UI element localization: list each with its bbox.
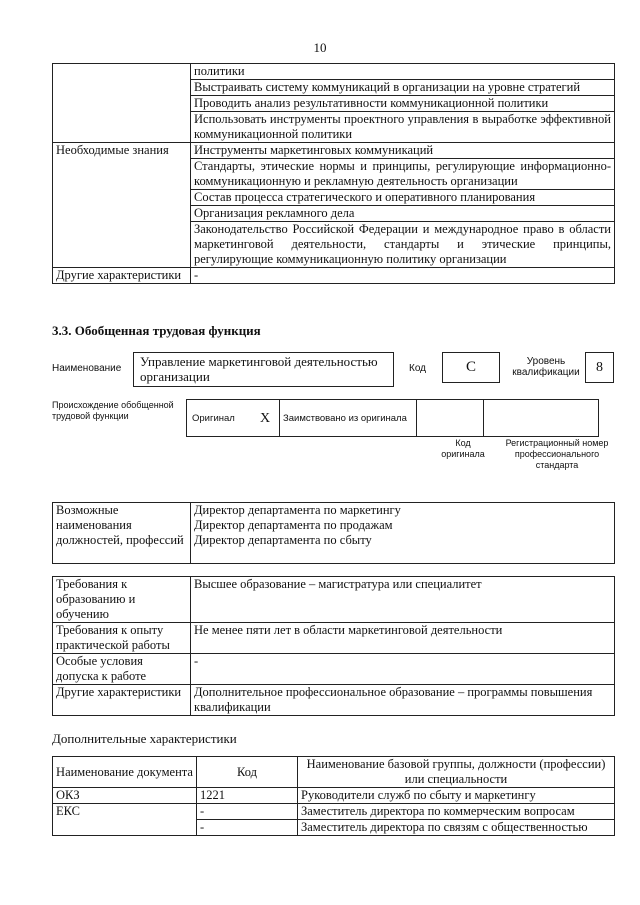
origin-table [186,399,599,437]
table-cell: Дополнительное профессиональное образование – программы повышения квалификации [191,685,615,716]
table-cell: Высшее образование – магистратура или специалитет [191,577,615,623]
additional-title: Дополнительные характеристики [52,731,237,746]
table-cell: Заместитель директора по коммерческим вопросам [298,804,615,820]
position-item: Директор департамента по сбыту [194,533,372,547]
table-cell: Законодательство Российской Федерации и международное право в области маркетинговой деятельности, стандарты и этические принципы, регулирующие коммуникационную политику организации [191,222,615,268]
table-cell: - [191,654,615,685]
table-row [53,685,615,716]
code-label: Код [409,363,427,374]
borrowed-label: Заимствовано из оригинала [280,400,417,437]
table-cell: Стандарты, этические нормы и принципы, регулирующие информационно-коммуникационную и рекламную деятельность организации [191,159,615,190]
positions-table [52,502,615,564]
column-header: Код [197,757,298,788]
table-cell: Выстраивать систему коммуникаций в организации на уровне стратегий [191,80,615,96]
table-cell: Руководители служб по сбыту и маркетингу [298,788,615,804]
table-cell: политики [191,64,615,80]
table-row [53,804,615,820]
row-label: Требования к образованию и обучению [53,577,191,623]
function-name-box: Управление маркетинговой деятельностью организации [133,352,394,387]
table-row [53,503,615,564]
table-cell: ЕКС [53,804,197,836]
table-row [53,623,615,654]
name-label: Наименование [52,363,122,374]
table-cell [191,503,615,564]
reg-number-caption: Регистрационный номер профессионального стандарта [505,438,609,470]
table-row [53,64,615,80]
column-header: Наименование документа [53,757,197,788]
table-cell: Состав процесса стратегического и оперативного планирования [191,190,615,206]
page-number: 10 [313,40,327,55]
table-header-row [53,757,615,788]
original-label: Оригинал [187,400,252,437]
original-mark: X [251,400,280,437]
row-label: Особые условия допуска к работе [53,654,191,685]
row-label: Возможные наименования должностей, профессий [53,503,191,564]
table-row [53,788,615,804]
table-row [187,400,599,437]
skills-knowledge-table [52,63,615,284]
additional-table [52,756,615,836]
origin-label: Происхождение обобщенной трудовой функции [52,400,174,421]
code-original-caption: Код оригинала [441,438,485,459]
section-title: 3.3. Обобщенная трудовая функция [52,323,261,338]
table-cell: Проводить анализ результативности коммуникационной политики [191,96,615,112]
table-cell: Заместитель директора по связям с общественностью [298,820,615,836]
position-item: Директор департамента по маркетингу [194,503,401,517]
requirements-table [52,576,615,716]
column-header: Наименование базовой группы, должности (профессии) или специальности [298,757,615,788]
reg-number-cell [484,400,599,437]
row-label [53,64,191,143]
row-label: Другие характеристики [53,685,191,716]
row-label: Другие характеристики [53,268,191,284]
level-box: 8 [585,352,614,383]
row-label: Необходимые знания [53,143,191,268]
table-cell: - [197,820,298,836]
table-cell: - [197,804,298,820]
table-cell: Использовать инструменты проектного управления в выработке эффективной коммуникационной политики [191,112,615,143]
table-row [53,577,615,623]
original-code-cell [417,400,484,437]
table-cell: - [191,268,615,284]
table-row [53,143,615,159]
code-box: C [442,352,500,383]
table-row [53,654,615,685]
level-label: Уровень квалификации [512,356,580,378]
table-row [53,268,615,284]
table-cell: Организация рекламного дела [191,206,615,222]
table-cell: Инструменты маркетинговых коммуникаций [191,143,615,159]
table-cell: 1221 [197,788,298,804]
row-label: Требования к опыту практической работы [53,623,191,654]
table-cell: ОКЗ [53,788,197,804]
table-cell: Не менее пяти лет в области маркетинговой деятельности [191,623,615,654]
position-item: Директор департамента по продажам [194,518,393,532]
